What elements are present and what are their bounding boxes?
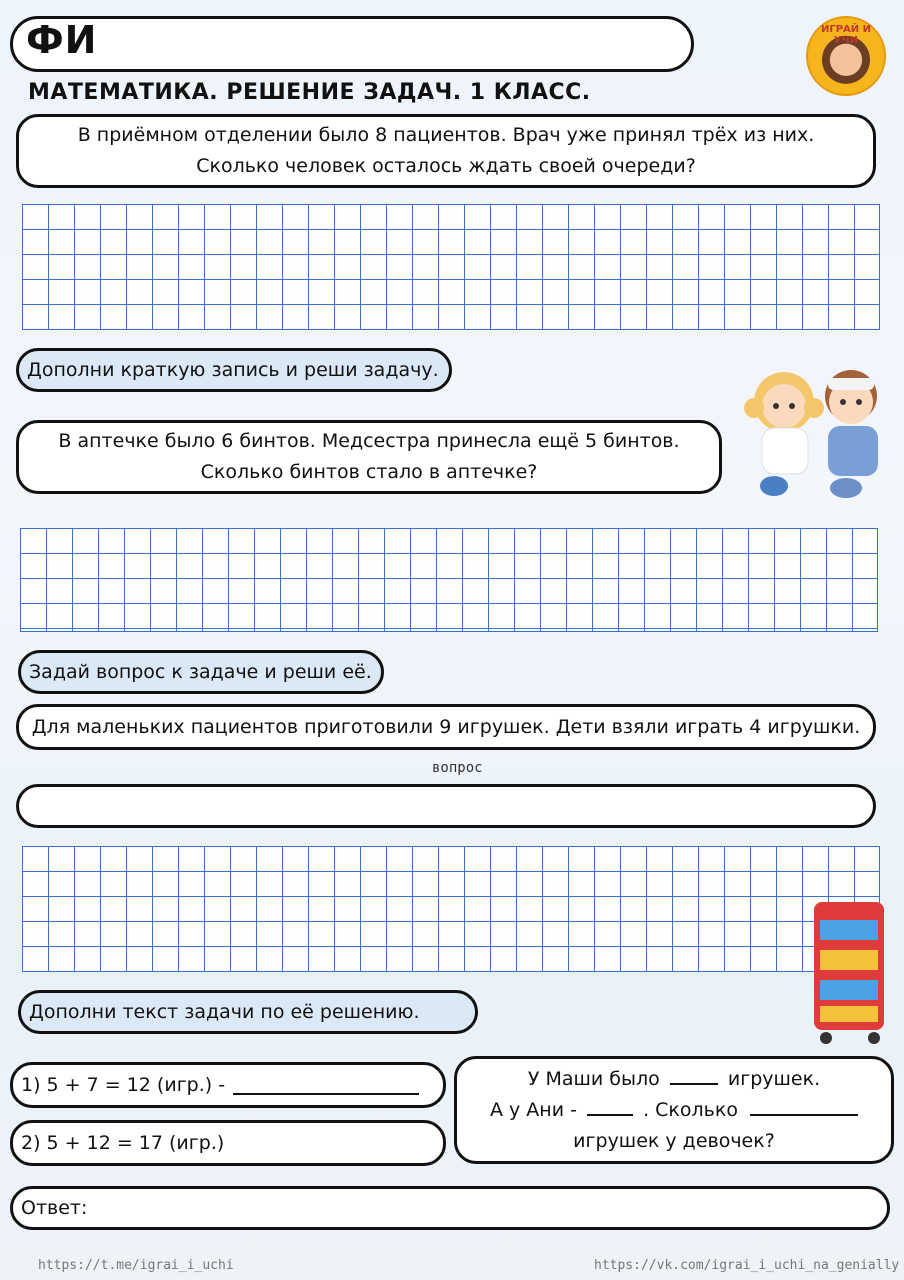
task3-text-box xyxy=(16,704,876,750)
task1-line1: В приёмном отделении было 8 пациентов. Врач уже принял трёх из них. xyxy=(77,124,815,146)
question-word-blank[interactable] xyxy=(750,1096,858,1116)
answer-box[interactable] xyxy=(10,1186,890,1230)
answer-label: Ответ: xyxy=(21,1196,88,1219)
solution1-box xyxy=(10,1062,446,1108)
page-title: МАТЕМАТИКА. РЕШЕНИЕ ЗАДАЧ. 1 КЛАСС. xyxy=(28,80,591,105)
anya-count-blank[interactable] xyxy=(587,1096,633,1116)
solution1-blank[interactable] xyxy=(233,1075,419,1095)
task2-grid[interactable] xyxy=(20,528,878,632)
solution2-text: 2) 5 + 12 = 17 (игр.) xyxy=(21,1131,225,1154)
task4-line1 xyxy=(528,1064,820,1095)
masha-count-blank[interactable] xyxy=(670,1065,718,1085)
task1-text-box xyxy=(16,114,876,188)
task1-grid[interactable] xyxy=(22,204,880,330)
kids-illustration xyxy=(736,356,896,506)
task3-instruction xyxy=(18,650,384,694)
medicine-cart-illustration xyxy=(804,892,898,1046)
logo-text: ИГРАЙ И УЧИ xyxy=(820,24,872,46)
task1-line2: Сколько человек осталось ждать своей очереди? xyxy=(196,155,696,177)
task2-instruction xyxy=(16,348,452,392)
task3-instruction-text: Задай вопрос к задаче и реши её. xyxy=(29,660,372,683)
task4-instruction xyxy=(18,990,478,1034)
task2-line1: В аптечке было 6 бинтов. Медсестра принесла ещё 5 бинтов. xyxy=(58,430,680,452)
task4-text-box xyxy=(454,1056,894,1164)
task4-text-part3: А у Ани - xyxy=(489,1098,577,1121)
task2-instruction-text: Дополни краткую запись и реши задачу. xyxy=(27,358,439,381)
footer-telegram-link[interactable]: https://t.me/igrai_i_uchi xyxy=(38,1258,234,1273)
task4-line2 xyxy=(490,1095,858,1126)
task4-text-part1: У Маши было xyxy=(527,1067,660,1090)
task3-grid[interactable] xyxy=(22,846,880,972)
logo xyxy=(806,16,886,96)
question-field[interactable] xyxy=(16,784,876,828)
task4-instruction-text: Дополни текст задачи по её решению. xyxy=(29,1000,420,1023)
solution1-text: 1) 5 + 7 = 12 (игр.) - xyxy=(21,1073,226,1096)
task4-text-part2: игрушек. xyxy=(727,1067,821,1090)
solution2-box xyxy=(10,1120,446,1166)
task2-text-box xyxy=(16,420,722,494)
name-field[interactable] xyxy=(10,16,694,72)
footer-vk-link[interactable]: https://vk.com/igrai_i_uchi_na_genially xyxy=(594,1258,900,1273)
question-label: вопрос xyxy=(432,760,483,776)
task3-text: Для маленьких пациентов приготовили 9 игрушек. Дети взяли играть 4 игрушки. xyxy=(31,715,861,738)
task4-text-part4: . Сколько xyxy=(643,1098,738,1121)
task2-line2: Сколько бинтов стало в аптечке? xyxy=(200,461,538,483)
name-label: ФИ xyxy=(26,18,98,62)
task4-line3: игрушек у девочек? xyxy=(573,1129,775,1152)
